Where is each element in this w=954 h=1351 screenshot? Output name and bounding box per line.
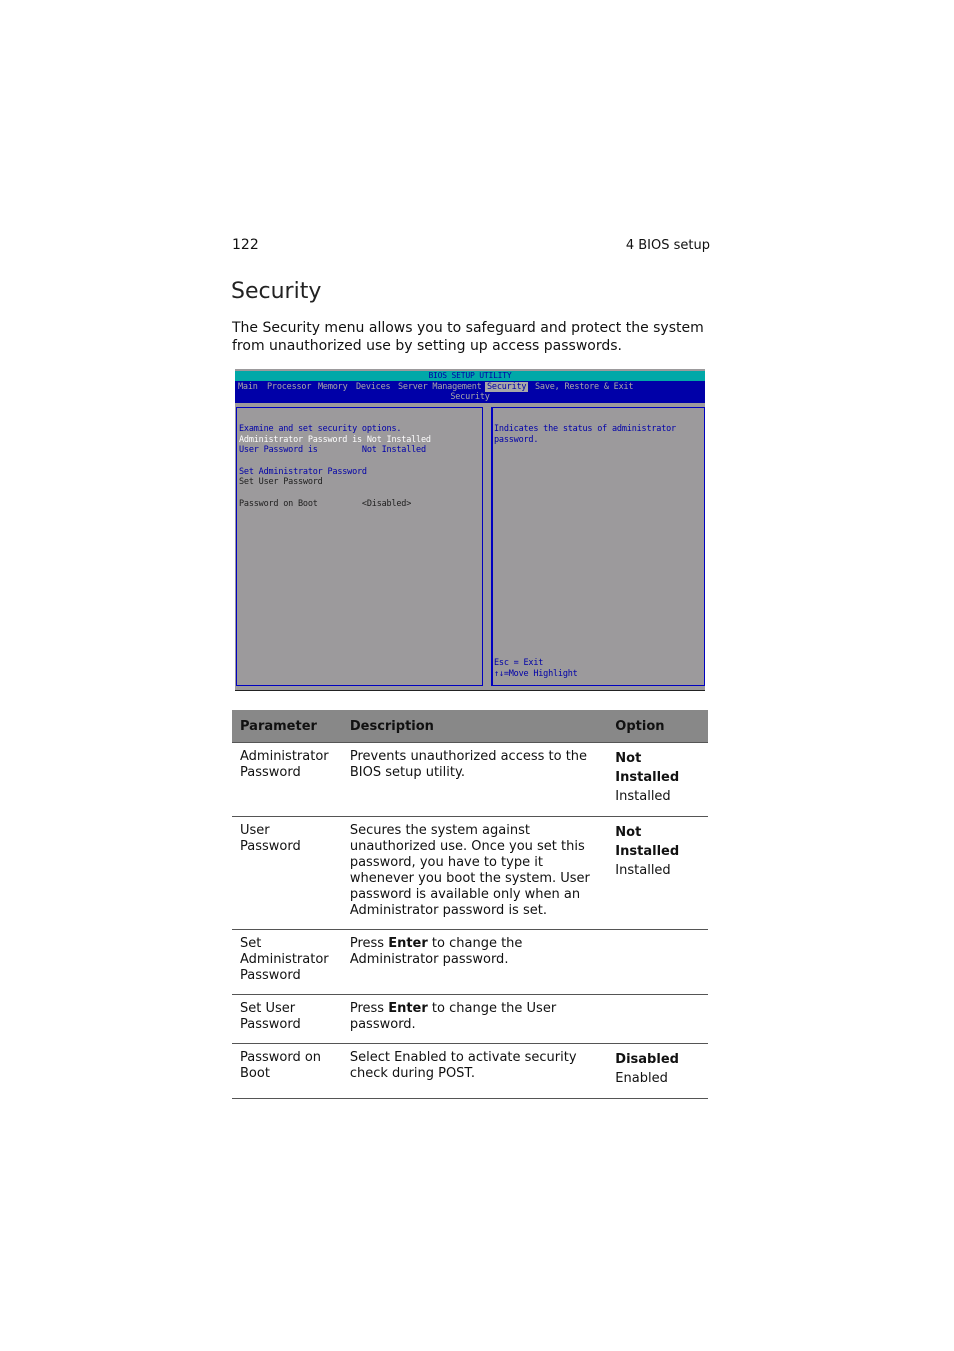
row-description: Select Enabled to activate security check during POST. <box>342 1044 607 1099</box>
section-intro: The Security menu allows you to safeguard and protect the system from unauthorized use by setting up access passwords. <box>232 320 704 354</box>
bios-help-text-1: Indicates the status of administrator <box>494 424 676 434</box>
row-option <box>607 1044 708 1099</box>
row-option <box>607 930 708 995</box>
bios-tab-security[interactable]: Security <box>487 382 527 392</box>
row-parameter: User Password <box>232 817 342 930</box>
bios-menubar <box>235 381 705 403</box>
bios-title: BIOS SETUP UTILITY <box>235 371 705 381</box>
description-pre: Press <box>349 936 389 951</box>
description-post: to change the Administrator password. <box>349 936 523 967</box>
bios-password-on-boot[interactable]: Password on Boot <Disabled> <box>239 499 412 509</box>
row-option <box>607 817 708 930</box>
bios-tab-memory[interactable]: Memory <box>318 382 348 392</box>
header-description: Description <box>342 710 607 743</box>
table-row <box>232 743 708 817</box>
section-title: Security <box>231 279 322 304</box>
bios-screenshot <box>235 369 705 691</box>
header-option: Option <box>607 710 708 743</box>
row-description: Secures the system against unauthorized use. Once you set this password, you have to type it whenever you boot the system. User password is available only when an Administrator password is set. <box>342 817 607 930</box>
option-alt: Enabled <box>615 1071 668 1086</box>
bios-tab-devices[interactable]: Devices <box>356 382 391 392</box>
bios-options-panel <box>236 407 483 686</box>
bios-key-move: ↑↓=Move Highlight <box>494 669 578 679</box>
option-default: Not Installed <box>615 751 680 785</box>
row-option <box>607 743 708 817</box>
table-row <box>232 995 708 1044</box>
page-number: 122 <box>232 237 259 253</box>
bios-tab-processor[interactable]: Processor <box>267 382 312 392</box>
row-parameter: Password on Boot <box>232 1044 342 1099</box>
description-post: to change the User password. <box>349 1001 557 1032</box>
table-row <box>232 930 708 995</box>
row-description <box>342 930 607 995</box>
bios-user-status: User Password is Not Installed <box>239 445 426 455</box>
bios-subtitle: Security <box>450 392 490 402</box>
row-description: Prevents unauthorized access to the BIOS setup utility. <box>342 743 607 817</box>
bios-tab-server-management[interactable]: Server Management <box>398 382 482 392</box>
bios-help-panel <box>491 407 705 686</box>
bios-admin-status: Administrator Password is Not Installed <box>239 435 431 445</box>
row-parameter: Administrator Password <box>232 743 342 817</box>
bios-help-examine: Examine and set security options. <box>239 424 402 434</box>
table-header-row <box>232 710 708 743</box>
table-row <box>232 817 708 930</box>
row-description <box>342 995 607 1044</box>
bios-set-user-password[interactable]: Set User Password <box>239 477 323 487</box>
option-default: Disabled <box>615 1052 679 1067</box>
chapter-header: 4 BIOS setup <box>625 238 710 253</box>
row-parameter: Set User Password <box>232 995 342 1044</box>
bios-key-esc: Esc = Exit <box>494 658 544 668</box>
option-alt: Installed <box>615 863 671 878</box>
bios-tab-save-restore-exit[interactable]: Save, Restore & Exit <box>535 382 634 392</box>
parameter-table <box>232 710 708 1099</box>
table-row <box>232 1044 708 1099</box>
description-pre: Press <box>349 1001 389 1016</box>
option-alt: Installed <box>615 789 671 804</box>
bios-help-text-2: password. <box>494 435 539 445</box>
row-option <box>607 995 708 1044</box>
bios-tab-main[interactable]: Main <box>238 382 258 392</box>
key-enter: Enter <box>388 1001 428 1016</box>
header-parameter: Parameter <box>232 710 342 743</box>
bios-set-admin-password[interactable]: Set Administrator Password <box>239 467 367 477</box>
key-enter: Enter <box>388 936 428 951</box>
option-default: Not Installed <box>615 825 680 859</box>
row-parameter: Set Administrator Password <box>232 930 342 995</box>
